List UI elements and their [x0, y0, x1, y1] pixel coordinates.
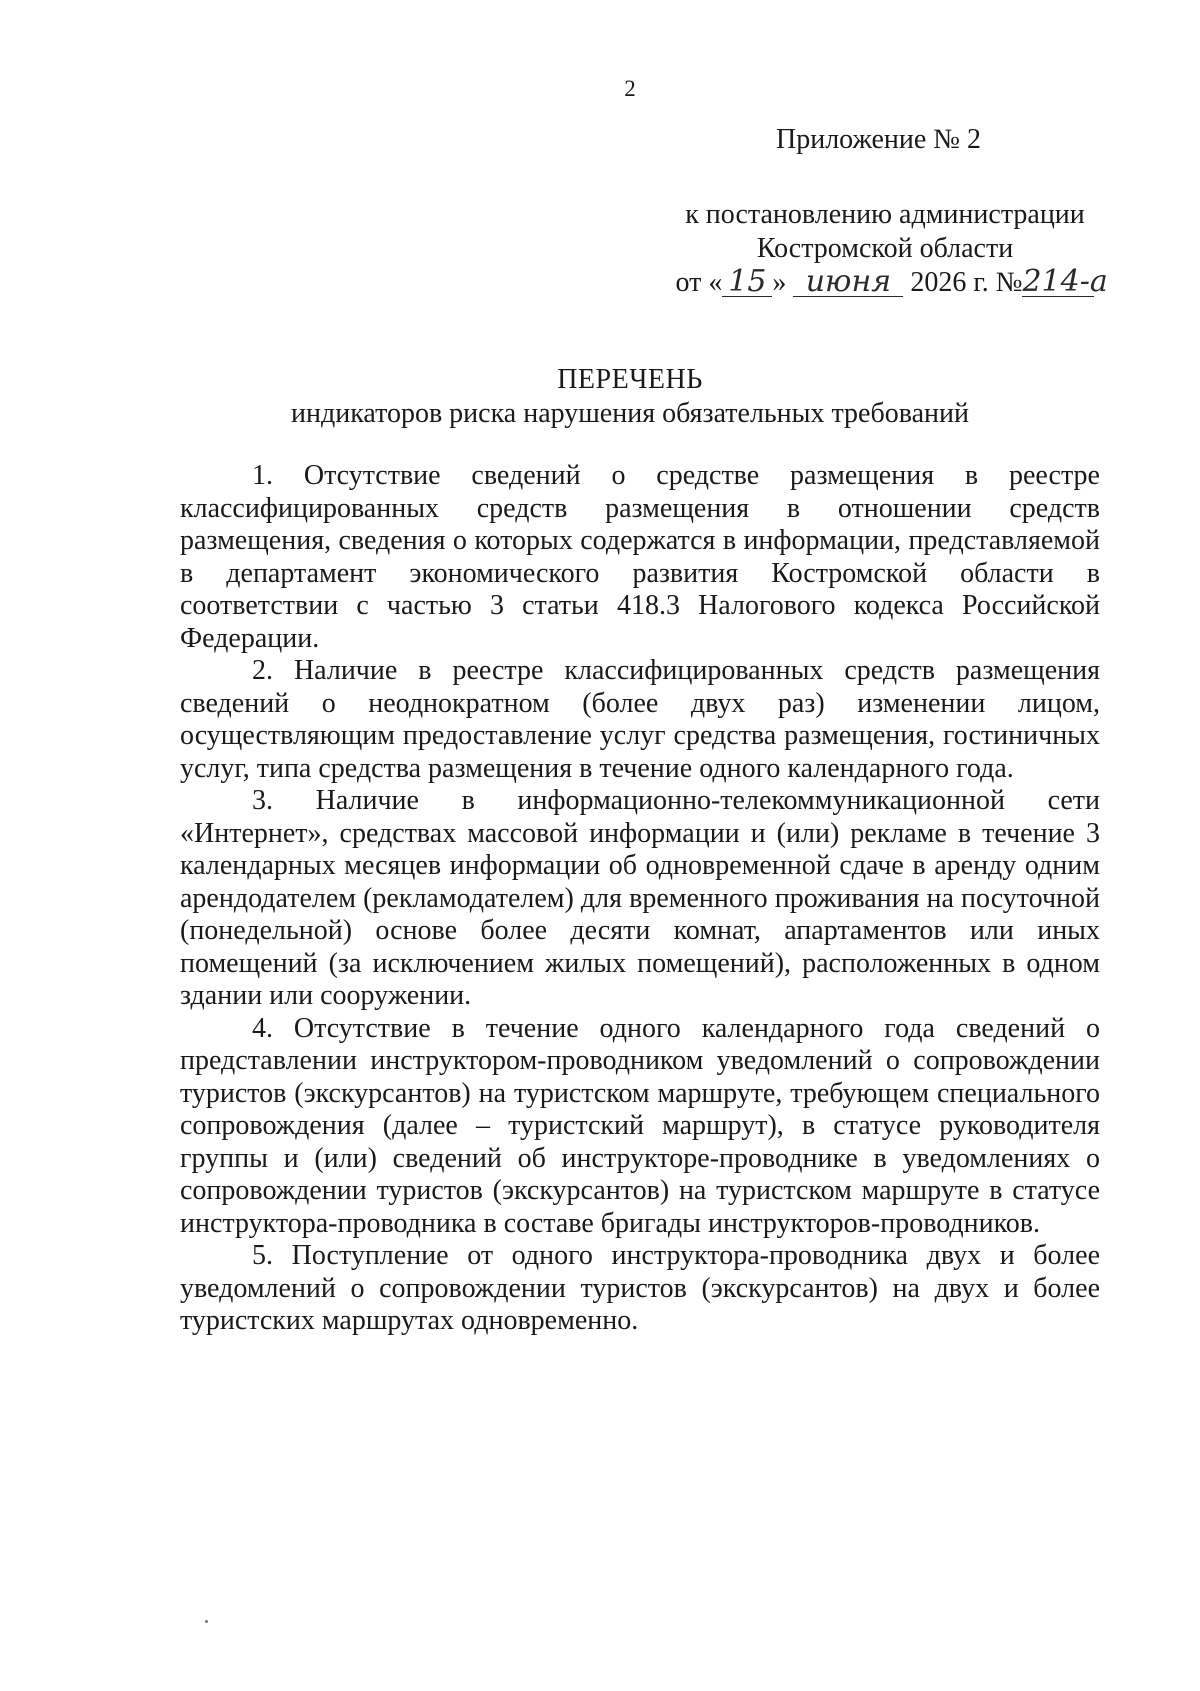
document-title: ПЕРЕЧЕНЬ	[557, 364, 703, 395]
resolution-reference	[650, 198, 1120, 300]
indicator-item-5: 5. Поступление от одного инструктора-проводника двух и более уведомлений о сопровождении туристов (экскурсантов) на двух и более туристских маршрутах одновременно.	[180, 1240, 1100, 1336]
date-year: 2026 г. №	[910, 267, 1023, 298]
indicator-item-3: 3. Наличие в информационно-телекоммуникационной сети «Интернет», средствах массовой информации и (или) рекламе в течение 3 календарных месяцев информации об одновременной сдаче в аренду одним арендодателем (рекламодателем) для временного проживания на посуточной (понедельной) основе более десяти комнат, апартаментов или иных помещений (за исключением жилых помещений), расположенных в одном здании или сооружении.	[180, 785, 1100, 1011]
handwritten-month: июня	[793, 268, 903, 297]
scan-speck	[205, 1620, 208, 1623]
date-prefix: от «	[675, 267, 723, 298]
appendix-title: Приложение № 2	[776, 124, 981, 155]
handwritten-document-number: 214-а	[1022, 264, 1108, 299]
indicator-list	[180, 460, 1100, 1338]
reference-line-1: к постановлению администрации	[685, 199, 1085, 230]
page-number: 2	[624, 76, 636, 101]
indicator-item-1: 1. Отсутствие сведений о средстве размещения в реестре классифицированных средств размещения в отношении средств размещения, сведения о которых содержатся в информации, представляемой в департамент экономического развития Костромской области в соответствии с частью 3 статьи 418.3 Налогового кодекса Российской Федерации.	[180, 460, 1100, 654]
handwritten-day: 15	[722, 268, 772, 297]
indicator-item-2: 2. Наличие в реестре классифицированных средств размещения сведений о неоднократном (более двух раз) изменении лицом, осуществляющим предоставление услуг средства размещения, гостиничных услуг, типа средства размещения в течение одного календарного года.	[180, 655, 1100, 784]
document-subtitle: индикаторов риска нарушения обязательных требований	[291, 398, 969, 429]
date-quote-close: »	[772, 267, 787, 298]
reference-date-line	[675, 264, 1108, 300]
indicator-item-4: 4. Отсутствие в течение одного календарного года сведений о представлении инструктором-проводником уведомлений о сопровождении туристов (экскурсантов) на туристском маршруте, требующем специального сопровождения (далее – туристский маршрут), в статусе руководителя группы и (или) сведений об инструкторе-проводнике в уведомлениях о сопровождении туристов (экскурсантов) на туристском маршруте в статусе инструктора-проводника в составе бригады инструкторов-проводников.	[180, 1012, 1100, 1239]
reference-line-2: Костромской области	[756, 233, 1014, 264]
